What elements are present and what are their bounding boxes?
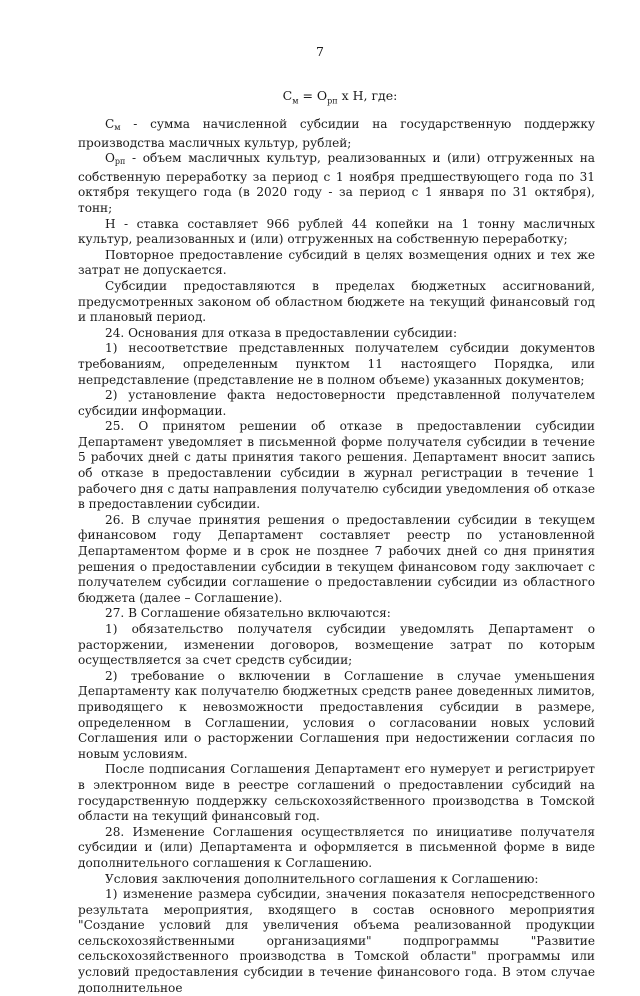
paragraph: 27. В Соглашение обязательно включаются: (105, 606, 391, 621)
formula-volume: О (316, 88, 328, 103)
symbol: С (105, 117, 115, 131)
paragraph (78, 117, 595, 151)
formula-rest: х Н, где: (337, 88, 398, 103)
paragraph: 28. Изменение Соглашения осуществляется по инициативе получателя субсидии и (или) Департамента и оформляется в письменной форме в виде дополнительного соглашения к Соглашению. (78, 824, 595, 870)
paragraph (78, 151, 595, 216)
paragraph: 1) изменение размера субсидии, значения показателя непосредственного результата мероприятия, входящего в состав основного мероприятия "Создание условий для увеличения объема реализованной продукции сельскохозяйственными организациями" подпрограммы "Развитие сельскохозяйственного производства в Томской области" программы или условий предоставления субсидии в течение финансового года. В этом случае дополнительное (78, 887, 595, 995)
paragraph: 1) обязательство получателя субсидии уведомлять Департамент о расторжении, изменении договоров, возмещение затрат по которым осуществляется за счет средств субсидии; (78, 622, 595, 668)
paragraph: После подписания Соглашения Департамент его нумерует и регистрирует в электронном виде в реестре соглашений о предоставлении субсидий на государственную поддержку сельскохозяйственного производства в Томской области на текущий финансовый год. (78, 762, 595, 824)
paragraph-text: - сумма начисленной субсидии на государственную поддержку производства масличных культур, рублей; (78, 117, 595, 150)
formula-volume-subscript: рп (327, 96, 338, 106)
subsidy-formula (0, 88, 640, 106)
paragraph: Повторное предоставление субсидий в целях возмещения одних и тех же затрат не допускается. (78, 247, 595, 278)
paragraph: 25. О принятом решении об отказе в предоставлении субсидии Департамент уведомляет в письменной форме получателя субсидии в течение 5 рабочих дней с даты принятия такого решения. Департамент вносит запись об отказе в предоставлении субсидии в журнал регистрации в течение 1 рабочего дня с даты направления получателю субсидии уведомления об отказе в предоставлении субсидии. (78, 419, 595, 512)
page-number: 7 (316, 44, 324, 59)
symbol-subscript: рп (114, 157, 126, 167)
paragraph: 26. В случае принятия решения о предоставлении субсидии в текущем финансовом году Департамент составляет реестр по установленной Департаментом форме и в срок не позднее 7 рабочих дней со дня принятия решения о предоставлении субсидии в текущем финансовом году заключает с получателем субсидии соглашение о предоставлении субсидии из областного бюджета (далее – Соглашение). (78, 512, 595, 605)
formula-lhs-subscript: м (292, 96, 299, 106)
paragraph: Н - ставка составляет 966 рублей 44 копейки на 1 тонну масличных культур, реализованных и (или) отгруженных на собственную переработку; (78, 216, 595, 247)
paragraph: 1) несоответствие представленных получателем субсидии документов требованиям, определенным пунктом 11 настоящего Порядка, или непредставление (представление не в полном объеме) указанных документов; (78, 341, 595, 387)
formula-equals: = (298, 88, 317, 103)
paragraph-text: - объем масличных культур, реализованных и (или) отгруженных на собственную переработку за период с 1 ноября предшествующего года по 31 октября текущего года (в 2020 году - за период с 1 января по 31 октября), тонн; (78, 151, 595, 215)
paragraph: Условия заключения дополнительного соглашения к Соглашению: (105, 871, 539, 886)
symbol: О (105, 151, 115, 166)
paragraph: 2) требование о включении в Соглашение в случае уменьшения Департаменту как получателю бюджетных средств ранее доведенных лимитов, приводящего к невозможности предоставления субсидии в размере, определенном в Соглашении, условия о согласовании новых условий Соглашения или о расторжении Соглашения при недостижении согласия по новым условиям. (78, 668, 595, 761)
paragraph: 24. Основания для отказа в предоставлении субсидии: (105, 325, 458, 340)
paragraph: Субсидии предоставляются в пределах бюджетных ассигнований, предусмотренных законом об областном бюджете на текущий финансовый год и плановый период. (78, 278, 595, 325)
paragraph: 2) установление факта недостоверности представленной получателем субсидии информации. (78, 388, 595, 418)
symbol-subscript: м (114, 123, 121, 132)
document-body (78, 117, 595, 996)
formula-lhs: С (282, 88, 293, 103)
